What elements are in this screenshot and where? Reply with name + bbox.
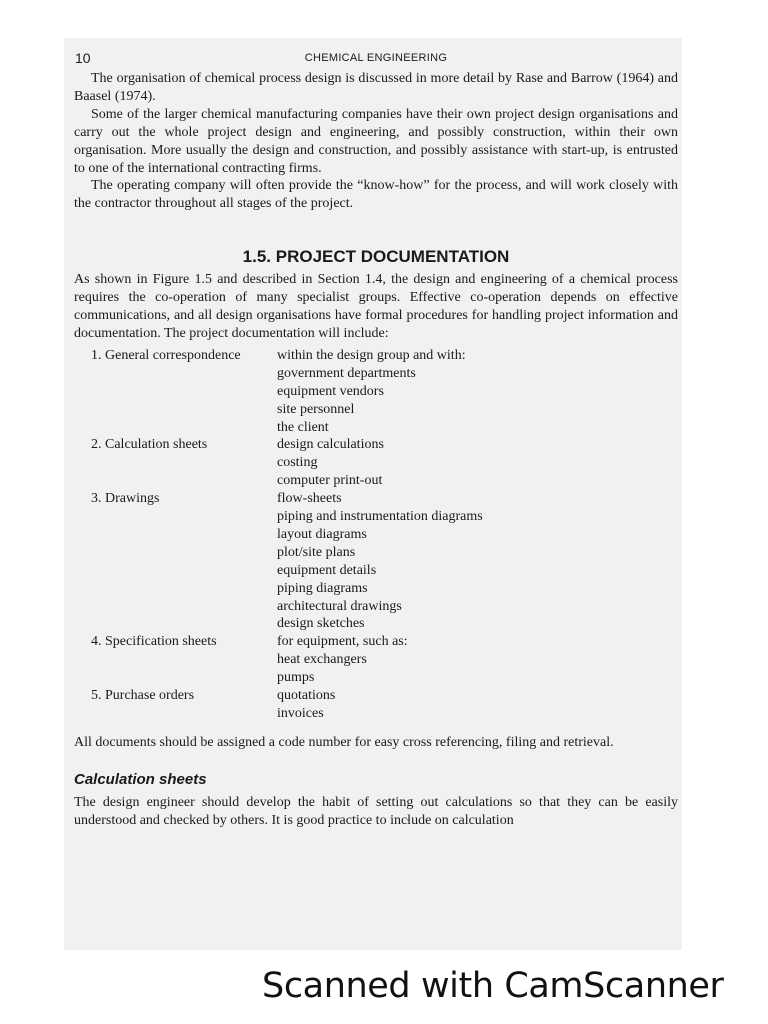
sub-item-list (277, 490, 678, 633)
subsection-heading: Calculation sheets (74, 770, 207, 788)
sub-item: pumps (277, 670, 315, 686)
document-page (74, 48, 678, 830)
sub-item: site personnel (277, 401, 355, 417)
sub-item: plot/site plans (277, 544, 356, 560)
camscanner-watermark: Scanned with CamScanner (262, 966, 724, 1006)
sub-item: design calculations (277, 437, 384, 453)
documentation-list (74, 347, 678, 723)
list-item-label: 5. Purchase orders (91, 688, 195, 704)
paragraph-know-how: The operating company will often provide the “know-how” for the process, and will work closely with the contractor throughout all stages of the project. (74, 178, 678, 212)
paragraph-organisation: The organisation of chemical process design is discussed in more detail by Rase and Barrow (1964) and Baasel (1974). (74, 71, 678, 104)
running-title: CHEMICAL ENGINEERING (304, 52, 448, 64)
sub-item-list (277, 436, 678, 490)
list-item (74, 633, 678, 687)
sub-item: the client (277, 419, 329, 435)
sub-item: government departments (277, 365, 416, 381)
sub-item: equipment vendors (277, 383, 384, 399)
section-heading: 1.5. PROJECT DOCUMENTATION (242, 247, 510, 267)
sub-item: for equipment, such as: (277, 634, 408, 650)
sub-item: quotations (277, 688, 336, 704)
list-item-label: 2. Calculation sheets (91, 437, 208, 453)
sub-item: architectural drawings (277, 598, 402, 614)
sub-item-list (277, 347, 678, 437)
sub-item: invoices (277, 706, 324, 721)
sub-item: computer print-out (277, 473, 383, 489)
paragraph-code-numbers: All documents should be assigned a code number for easy cross referencing, filing and retrieval. (74, 734, 614, 750)
running-header (74, 48, 678, 70)
sub-item: within the design group and with: (277, 347, 466, 363)
sub-item: design sketches (277, 616, 365, 632)
sub-item: flow-sheets (277, 491, 342, 507)
list-item (74, 347, 678, 437)
paragraph-calculation-sheets: The design engineer should develop the habit of setting out calculations so that they can be easily understood and checked by others. It is good practice to include on calculation (74, 794, 678, 828)
list-item-label: 1. General correspondence (91, 347, 241, 363)
page-number: 10 (75, 50, 91, 66)
list-item-label: 4. Specification sheets (91, 634, 217, 650)
list-item (74, 490, 678, 633)
paragraph-design-organisations: Some of the larger chemical manufacturing companies have their own project design organisations and carry out the whole project design and engineering, and possibly construction, within their own organisation. More usually the design and construction, and possibly assistance with start-up, is entrusted to one of the international contracting firms. (74, 106, 678, 176)
paragraph-documentation-intro: As shown in Figure 1.5 and described in Section 1.4, the design and engineering of a chemical process requires the co-operation of many specialist groups. Effective co-operation depends on effective communications, and all design organisations have formal procedures for handling project information and documentation. The project documentation will include: (74, 272, 678, 341)
sub-item: equipment details (277, 562, 377, 578)
sub-item: piping and instrumentation diagrams (277, 509, 483, 525)
sub-item: costing (277, 455, 318, 471)
sub-item: heat exchangers (277, 652, 367, 668)
sub-item-list (277, 687, 678, 723)
list-item (74, 436, 678, 490)
sub-item: layout diagrams (277, 526, 367, 542)
list-item (74, 687, 678, 723)
sub-item: piping diagrams (277, 580, 368, 596)
list-item-label: 3. Drawings (91, 491, 160, 507)
sub-item-list (277, 633, 678, 687)
